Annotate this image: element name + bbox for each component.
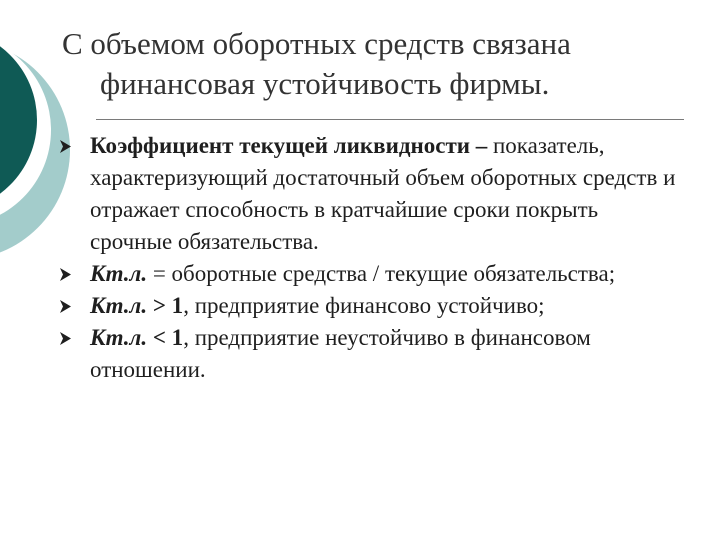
arrow-bullet-icon [60, 332, 71, 345]
formula-text: = оборотные средства / текущие обязательства; [152, 261, 616, 286]
definition-text: показатель, характеризующий достаточный объем оборотных средств и отражает способность в кратчайшие сроки покрыть срочные обязательства. [90, 133, 676, 254]
bullet-list [60, 130, 680, 386]
comparison-operator: > 1 [152, 293, 184, 318]
ratio-symbol: Кт.л. [90, 325, 148, 350]
term-label: Коэффициент текущей ликвидности – [90, 133, 488, 158]
title-line-2: финансовая устойчивость фирмы. [100, 66, 550, 101]
condition-text: , предприятие финансово устойчиво; [183, 293, 545, 318]
bullet-definition [60, 130, 680, 258]
arrow-bullet-icon [60, 140, 71, 153]
title-line-1: С объемом оборотных средств связана [62, 26, 571, 61]
title-divider [96, 119, 684, 120]
ratio-symbol: Кт.л. [90, 261, 148, 286]
bullet-less-than-one [60, 322, 680, 386]
ratio-symbol: Кт.л. [90, 293, 148, 318]
comparison-operator: < 1 [152, 325, 184, 350]
bullet-formula [60, 258, 680, 290]
condition-text: , предприятие неустойчиво в финансовом отношении. [90, 325, 591, 382]
arrow-bullet-icon [60, 268, 71, 281]
bullet-greater-than-one [60, 290, 680, 322]
slide-title [62, 24, 702, 104]
arrow-bullet-icon [60, 300, 71, 313]
